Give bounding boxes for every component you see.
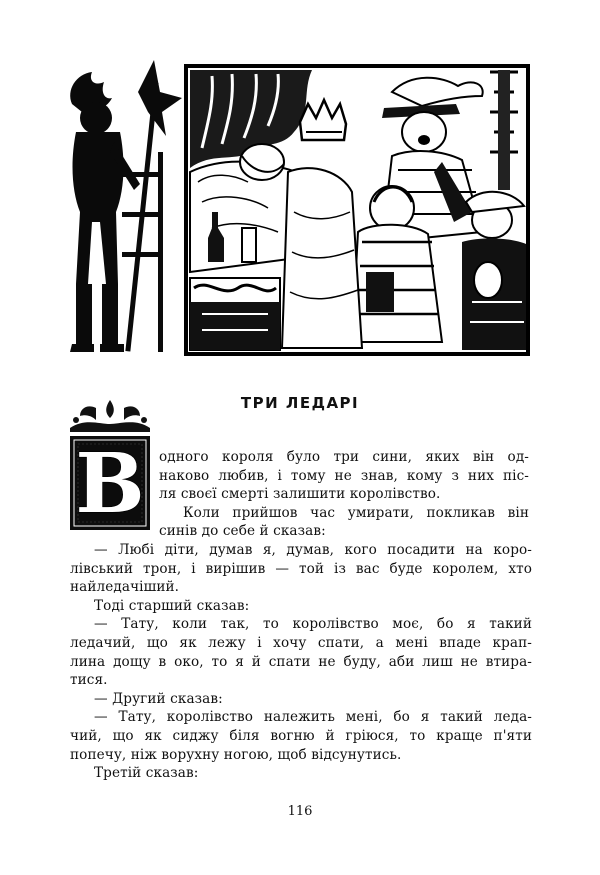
text-line: — Другий сказав: — [94, 690, 223, 707]
illustration-svg — [62, 52, 530, 358]
story-illustration — [62, 52, 530, 358]
opening-paragraph — [159, 448, 529, 541]
dropcap-letter: В — [75, 436, 145, 532]
text-line: найледачіший. — [70, 579, 180, 596]
text-line: тися. — [70, 672, 108, 689]
text-line: лівський трон, і вирішив — той із вас буде королем, хто — [70, 560, 532, 577]
text-line: ля своєї смерті залишити королівство. — [159, 486, 441, 503]
page-number: 116 — [287, 804, 313, 819]
story-body — [70, 541, 532, 783]
text-line: Коли прийшов час умирати, покликав він — [183, 504, 529, 521]
text-line: лина дощу в око, то я й спати не буду, аби лиш не втира- — [70, 653, 532, 670]
text-line: Тоді старший сказав: — [94, 597, 250, 614]
text-line: попечу, ніж ворухну ногою, щоб відсунутись. — [70, 746, 402, 763]
floral-ornament — [70, 400, 150, 432]
king-deathbed-scene — [186, 66, 528, 354]
text-line: — Тату, королівство належить мені, бо я такий ледa- — [94, 709, 532, 726]
story-title: ТРИ ЛЕДАРІ — [240, 394, 360, 412]
text-line: — Любі діти, думав я, думав, кого посадити на коро- — [94, 542, 532, 558]
text-line: — Тату, коли так, то королівство моє, бо я такий — [94, 616, 532, 633]
guard-silhouette — [70, 60, 182, 352]
text-line: наково любив, і тому не знав, кому з них піс- — [159, 467, 529, 484]
text-line: ледачий, що як лежу і хочу спати, а мені впаде крап- — [70, 634, 532, 651]
text-line: Третій сказав: — [94, 765, 199, 782]
dropcap-ornament-svg — [66, 398, 154, 532]
text-line: синів до себе й сказав: — [159, 523, 326, 540]
text-line: одного короля було три сини, яких він од- — [159, 449, 529, 465]
dropcap-initial — [66, 398, 154, 532]
text-line: чий, що як сиджу біля вогню й гріюся, то краще п'яти — [70, 727, 532, 744]
